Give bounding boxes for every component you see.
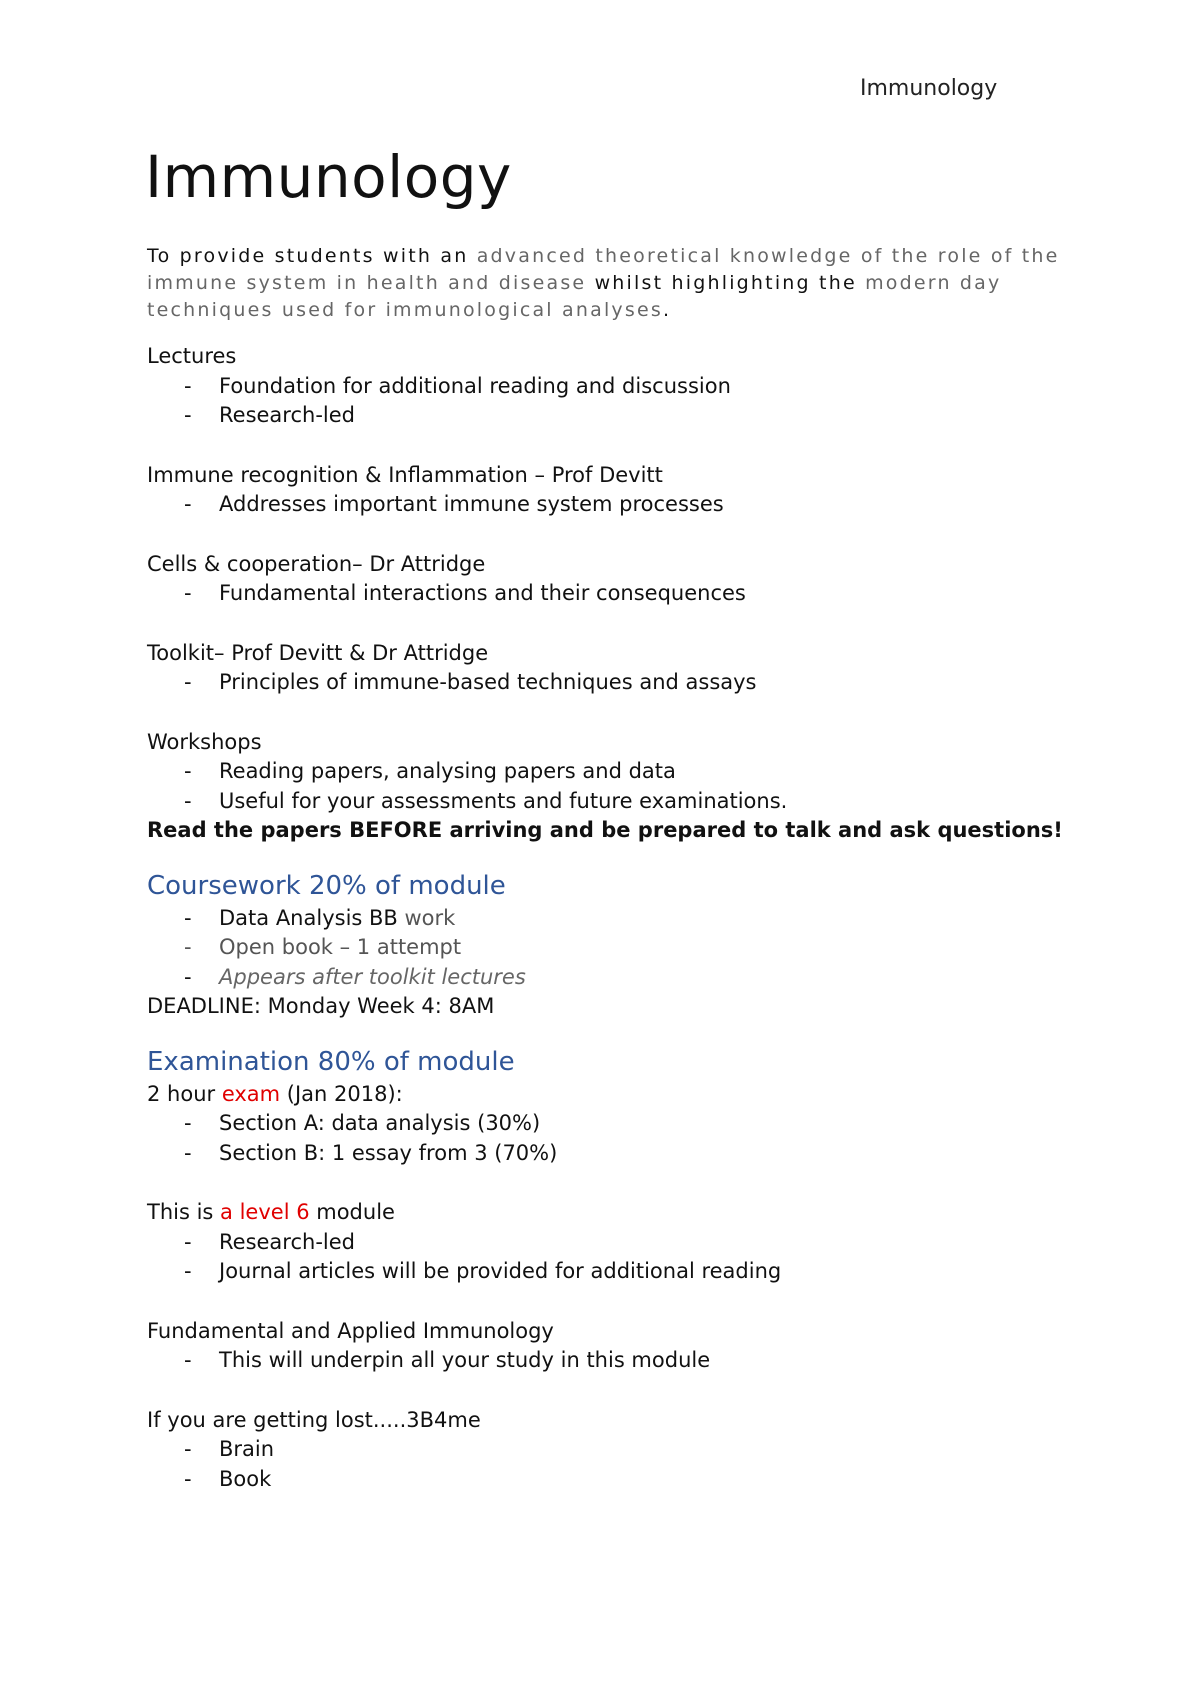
level-line: This is a level 6 module xyxy=(147,1200,395,1224)
section-heading-lectures: Lectures xyxy=(147,344,237,368)
section-heading-immune-recognition: Immune recognition & Inflammation – Prof Devitt xyxy=(147,462,663,487)
bullet-dash: - xyxy=(184,935,192,959)
list-item: - Section A: data analysis (30%) xyxy=(147,1109,1107,1139)
list-item: - Appears after toolkit lectures xyxy=(147,963,1107,993)
page-title: Immunology xyxy=(145,143,512,211)
lost-list xyxy=(147,1435,1107,1494)
list-item: - Research-led xyxy=(147,1228,1107,1258)
intro-text: To provide students with an xyxy=(147,245,469,267)
list-item: - Foundation for additional reading and discussion xyxy=(147,372,1107,402)
bullet-dash: - xyxy=(184,403,192,427)
intro-paragraph xyxy=(147,243,1087,324)
intro-text: modern day techniques used for immunological analyses xyxy=(147,272,1002,321)
level-list xyxy=(147,1228,1107,1287)
coursework-deadline: DEADLINE: Monday Week 4: 8AM xyxy=(147,994,495,1018)
bullet-dash: - xyxy=(184,1229,192,1254)
list-item: - Section B: 1 essay from 3 (70%) xyxy=(147,1139,1107,1169)
list-item: - Journal articles will be provided for additional reading xyxy=(147,1257,1107,1287)
list-item: - Research-led xyxy=(147,401,1107,431)
lectures-list xyxy=(147,372,1107,431)
list-item: - Brain xyxy=(147,1435,1107,1465)
section-heading-lost: If you are getting lost.....3B4me xyxy=(147,1407,481,1432)
bullet-dash: - xyxy=(184,670,192,694)
list-item: - Principles of immune-based techniques and assays xyxy=(147,668,1107,698)
list-item: - Fundamental interactions and their consequences xyxy=(147,579,1107,609)
bullet-dash: - xyxy=(184,1466,192,1491)
intro-text: . xyxy=(662,299,672,321)
section-heading-coursework: Coursework 20% of module xyxy=(147,870,506,901)
list-item: - Book xyxy=(147,1465,1107,1495)
examination-list xyxy=(147,1109,1107,1168)
bullet-dash: - xyxy=(184,373,192,398)
section-heading-fundamental: Fundamental and Applied Immunology xyxy=(147,1318,554,1343)
section-heading-workshops: Workshops xyxy=(147,729,262,754)
workshops-list xyxy=(147,757,1107,816)
intro-text: whilst highlighting the xyxy=(586,272,857,294)
document-body xyxy=(147,342,1107,1494)
list-item: - Useful for your assessments and future examinations. xyxy=(147,787,1107,817)
section-heading-examination: Examination 80% of module xyxy=(147,1046,515,1077)
bullet-dash: - xyxy=(184,581,192,605)
bullet-dash: - xyxy=(184,1437,192,1461)
workshops-note: Read the papers BEFORE arriving and be prepared to talk and ask questions! xyxy=(147,818,1063,842)
running-header: Immunology xyxy=(860,76,998,101)
section-heading-cells: Cells & cooperation– Dr Attridge xyxy=(147,551,486,576)
bullet-dash: - xyxy=(184,788,192,813)
bullet-dash: - xyxy=(184,1348,192,1372)
fundamental-list xyxy=(147,1346,1107,1376)
bullet-dash: - xyxy=(184,1111,192,1135)
list-item: - Open book – 1 attempt xyxy=(147,933,1107,963)
immune-recognition-list xyxy=(147,490,1107,520)
bullet-dash: - xyxy=(184,905,192,930)
bullet-dash: - xyxy=(184,492,192,516)
list-item: - Addresses important immune system processes xyxy=(147,490,1107,520)
list-item: - Data Analysis BB work xyxy=(147,904,1107,934)
list-item: - This will underpin all your study in this module xyxy=(147,1346,1107,1376)
cells-list xyxy=(147,579,1107,609)
exam-line: 2 hour exam (Jan 2018): xyxy=(147,1081,403,1106)
intro-text: advanced theoretical knowledge of the role of the immune system in health and disease xyxy=(147,245,1060,294)
list-item: - Reading papers, analysing papers and data xyxy=(147,757,1107,787)
bullet-dash: - xyxy=(184,1259,192,1283)
bullet-dash: - xyxy=(184,964,192,989)
bullet-dash: - xyxy=(184,759,192,783)
bullet-dash: - xyxy=(184,1140,192,1165)
section-heading-toolkit: Toolkit– Prof Devitt & Dr Attridge xyxy=(147,640,489,665)
toolkit-list xyxy=(147,668,1107,698)
coursework-list xyxy=(147,904,1107,993)
